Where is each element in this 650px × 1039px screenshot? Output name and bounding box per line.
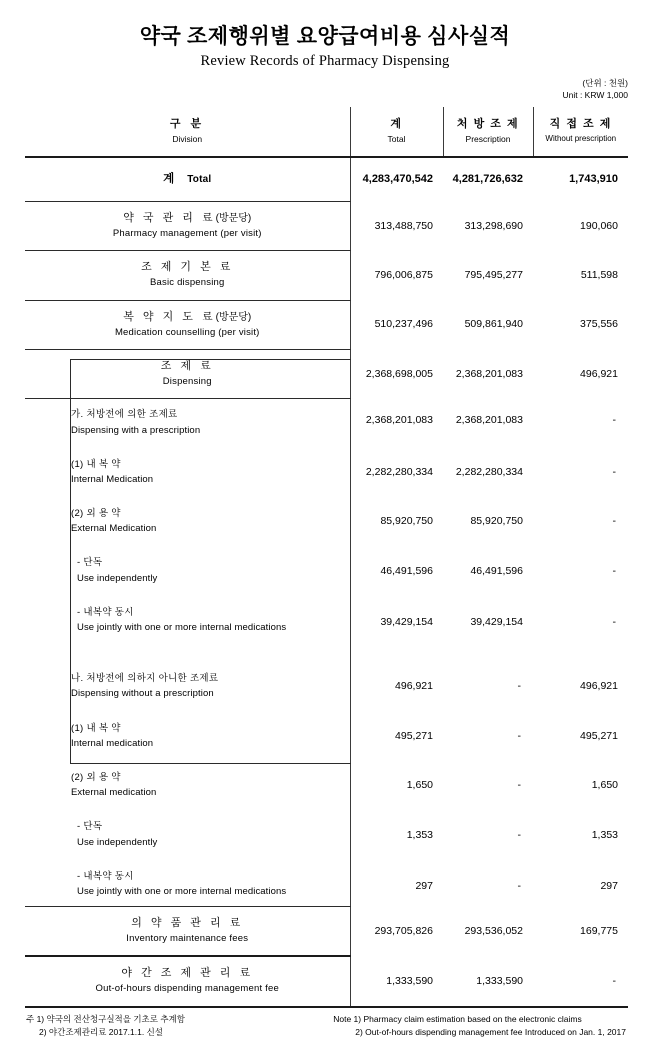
cell-without-prescription: 375,556 bbox=[580, 318, 618, 331]
subrow-text bbox=[25, 816, 350, 852]
subrow-label-en: External Medication bbox=[71, 523, 157, 535]
cell-without-prescription: - bbox=[612, 616, 616, 629]
cell-total: 2,368,698,005 bbox=[365, 367, 433, 380]
header-row bbox=[25, 107, 628, 157]
spacer-cell bbox=[533, 642, 628, 668]
subrow-text bbox=[25, 668, 350, 704]
cell-total: 510,237,496 bbox=[374, 318, 433, 331]
subrow-text bbox=[25, 866, 350, 902]
table-row bbox=[25, 718, 628, 754]
cell-prescription: 85,920,750 bbox=[470, 515, 523, 528]
subrow-label-use-jointly-b bbox=[25, 866, 350, 907]
spacer-cell bbox=[25, 539, 350, 552]
column-header-total bbox=[350, 107, 443, 157]
subrow-label-en: Use jointly with one or more internal medications bbox=[77, 622, 287, 634]
spacer-cell bbox=[25, 853, 350, 866]
subrow-label-external-medication-a bbox=[25, 503, 350, 539]
table-body bbox=[25, 157, 628, 1006]
footnote-korean bbox=[25, 1013, 185, 1039]
subrow-label-internal-medication-b bbox=[25, 718, 350, 754]
cell-prescription: 46,491,596 bbox=[470, 564, 523, 577]
table-row bbox=[25, 767, 628, 803]
spacer-cell bbox=[25, 441, 350, 454]
column-header-without-prescription bbox=[533, 107, 628, 157]
subrow-label-en: Use jointly with one or more internal medications bbox=[77, 885, 287, 897]
subrow-text bbox=[25, 552, 350, 588]
cell-total: 1,353 bbox=[406, 828, 433, 841]
unit-note-english: Unit : KRW 1,000 bbox=[562, 89, 628, 100]
spacer-cell bbox=[350, 642, 443, 668]
subrow-label-ko: - 단독 bbox=[77, 821, 103, 833]
table-row bbox=[25, 157, 628, 201]
cell-total: 495,271 bbox=[395, 729, 433, 742]
spacer-cell bbox=[443, 539, 533, 552]
cell-prescription: 313,298,690 bbox=[464, 219, 523, 232]
spacer-cell bbox=[533, 853, 628, 866]
cell-total: 39,429,154 bbox=[380, 616, 433, 629]
row-label-medication-counselling bbox=[25, 300, 350, 349]
table-container bbox=[25, 107, 628, 1008]
subrow-label-en: Use independently bbox=[77, 572, 158, 584]
column-header-prescription-ko: 처 방 조 제 bbox=[456, 118, 520, 131]
row-spacer bbox=[25, 754, 628, 767]
cell-prescription: - bbox=[517, 729, 521, 742]
subrow-text bbox=[25, 718, 350, 754]
subrow-label-internal-medication-a bbox=[25, 454, 350, 490]
cell-prescription: 509,861,940 bbox=[464, 318, 523, 331]
row-spacer bbox=[25, 589, 628, 602]
table-row bbox=[25, 602, 628, 642]
cell-without-prescription: 495,271 bbox=[580, 729, 618, 742]
table-row bbox=[25, 454, 628, 490]
row-label-ko bbox=[25, 210, 350, 227]
subrow-label-ko: 나. 처방전에 의하지 아니한 조제료 bbox=[71, 673, 219, 685]
cell-total: 46,491,596 bbox=[380, 564, 433, 577]
table-row bbox=[25, 907, 628, 957]
table-row bbox=[25, 202, 628, 251]
row-label-ko: 야 간 조 제 관 리 료 bbox=[121, 967, 254, 980]
spacer-cell bbox=[350, 754, 443, 767]
subrow-label-en: Dispensing without a prescription bbox=[71, 688, 214, 700]
cell-without-prescription: 496,921 bbox=[580, 680, 618, 693]
subrow-label-ko: (1) 내 복 약 bbox=[71, 458, 121, 470]
table-row bbox=[25, 399, 628, 441]
cell-prescription: - bbox=[517, 680, 521, 693]
subrow-text bbox=[25, 404, 350, 440]
subrow-label-ko: - 단독 bbox=[77, 557, 103, 569]
subrow-text bbox=[25, 767, 350, 803]
subrow-text bbox=[25, 602, 350, 638]
spacer-cell bbox=[25, 589, 350, 602]
row-label-en: Dispensing bbox=[162, 376, 212, 388]
subrow-text bbox=[25, 454, 350, 490]
subrow-label-external-medication-b bbox=[25, 767, 350, 803]
spacer-cell bbox=[533, 803, 628, 816]
row-label-ko bbox=[25, 309, 350, 326]
subrow-label-en: External medication bbox=[71, 787, 157, 799]
cell-total: 4,283,470,542 bbox=[362, 173, 433, 186]
spacer-cell bbox=[25, 803, 350, 816]
cell-prescription: - bbox=[517, 828, 521, 841]
cell-total: 85,920,750 bbox=[380, 515, 433, 528]
row-spacer bbox=[25, 539, 628, 552]
spacer-cell bbox=[350, 803, 443, 816]
row-spacer bbox=[25, 705, 628, 718]
cell-prescription: 2,368,201,083 bbox=[455, 413, 523, 426]
spacer-cell bbox=[25, 490, 350, 503]
row-spacer bbox=[25, 441, 628, 454]
cell-without-prescription: 1,353 bbox=[591, 828, 618, 841]
cell-without-prescription: - bbox=[612, 413, 616, 426]
subrow-label-use-jointly-a bbox=[25, 602, 350, 642]
cell-prescription: 293,536,052 bbox=[464, 924, 523, 937]
row-label-ko: 계 bbox=[163, 173, 176, 186]
subrow-label-dispensing-with-prescription bbox=[25, 399, 350, 441]
spacer-cell bbox=[533, 539, 628, 552]
spacer-cell bbox=[25, 705, 350, 718]
document-header bbox=[0, 0, 650, 70]
column-header-division-en: Division bbox=[172, 133, 203, 144]
spacer-cell bbox=[443, 490, 533, 503]
subrow-label-ko: 가. 처방전에 의한 조제료 bbox=[71, 409, 178, 421]
cell-total: 2,282,280,334 bbox=[365, 465, 433, 478]
table-header bbox=[25, 107, 628, 157]
spacer-cell bbox=[350, 441, 443, 454]
column-header-total-ko: 계 bbox=[390, 118, 403, 131]
column-header-total-en: Total bbox=[387, 133, 406, 144]
cell-without-prescription: 190,060 bbox=[580, 219, 618, 232]
column-header-without-en: Without prescription bbox=[545, 133, 617, 143]
row-label-ko: 조 제 료 bbox=[160, 360, 214, 373]
row-label-total bbox=[25, 157, 350, 201]
footnote-english bbox=[333, 1013, 628, 1039]
cell-total: 2,368,201,083 bbox=[365, 413, 433, 426]
spacer-cell bbox=[350, 539, 443, 552]
unit-note-korean: (단위 : 천원) bbox=[582, 78, 628, 89]
cell-prescription: 2,368,201,083 bbox=[455, 367, 523, 380]
cell-total: 796,006,875 bbox=[374, 269, 433, 282]
spacer-cell bbox=[533, 441, 628, 454]
page-title-korean: 약국 조제행위별 요양급여비용 심사실적 bbox=[139, 24, 511, 48]
table-row bbox=[25, 350, 628, 399]
cell-prescription: 39,429,154 bbox=[470, 616, 523, 629]
footnote-en-1: Note 1) Pharmacy claim estimation based on the electronic claims bbox=[333, 1013, 582, 1024]
cell-without-prescription: 169,775 bbox=[580, 924, 618, 937]
spacer-cell bbox=[533, 589, 628, 602]
cell-prescription: - bbox=[517, 880, 521, 893]
spacer-cell bbox=[350, 853, 443, 866]
subrow-label-ko: (1) 내 복 약 bbox=[71, 722, 121, 734]
table-row bbox=[25, 552, 628, 588]
row-label-en: Medication counselling (per visit) bbox=[114, 326, 260, 338]
cell-without-prescription: - bbox=[533, 956, 628, 1006]
cell-without-prescription: 1,743,910 bbox=[569, 173, 618, 186]
subrow-text bbox=[25, 503, 350, 539]
footnote-ko-1: 주 1) 약국의 전산청구실적을 기초로 추계함 bbox=[26, 1013, 185, 1024]
column-header-division bbox=[25, 107, 350, 157]
table-row bbox=[25, 866, 628, 907]
column-header-prescription-en: Prescription bbox=[465, 133, 511, 144]
cell-prescription: 1,333,590 bbox=[443, 956, 533, 1006]
subrow-label-ko: - 내복약 동시 bbox=[77, 606, 134, 618]
row-spacer bbox=[25, 490, 628, 503]
row-label-dispensing bbox=[25, 350, 350, 399]
row-label-inventory-maintenance bbox=[25, 907, 350, 957]
cell-total: 297 bbox=[415, 880, 433, 893]
spacer-cell bbox=[443, 441, 533, 454]
subrow-label-use-independently-b bbox=[25, 816, 350, 852]
table-row bbox=[25, 503, 628, 539]
spacer-cell bbox=[443, 853, 533, 866]
cell-total: 496,921 bbox=[395, 680, 433, 693]
pharmacy-dispensing-table bbox=[25, 107, 628, 1008]
row-label-ko-suffix: (방문당) bbox=[215, 213, 252, 225]
spacer-cell bbox=[533, 705, 628, 718]
table-row bbox=[25, 668, 628, 704]
row-label-pharmacy-management bbox=[25, 202, 350, 251]
cell-without-prescription: 297 bbox=[600, 880, 618, 893]
subrow-label-ko: (2) 외 용 약 bbox=[71, 508, 121, 520]
cell-total: 293,705,826 bbox=[374, 924, 433, 937]
row-label-en: Out-of-hours dispending management fee bbox=[95, 983, 279, 995]
cell-without-prescription: - bbox=[612, 465, 616, 478]
unit-note bbox=[0, 78, 650, 101]
cell-without-prescription: - bbox=[612, 564, 616, 577]
row-label-en: Total bbox=[187, 174, 212, 186]
subrow-label-ko: (2) 외 용 약 bbox=[71, 771, 121, 783]
spacer-cell bbox=[443, 803, 533, 816]
cell-prescription: 2,282,280,334 bbox=[455, 465, 523, 478]
column-header-without-ko: 직 접 조 제 bbox=[549, 118, 612, 131]
table-row bbox=[25, 956, 628, 1006]
cell-without-prescription: 1,650 bbox=[591, 779, 618, 792]
spacer-cell bbox=[533, 490, 628, 503]
subrow-label-use-independently-a bbox=[25, 552, 350, 588]
spacer-cell bbox=[443, 754, 533, 767]
subrow-label-ko: - 내복약 동시 bbox=[77, 870, 134, 882]
footnote-en-2: 2) Out-of-hours dispending management fee Introduced on Jan. 1, 2017 bbox=[355, 1026, 626, 1037]
row-label-ko: 조 제 기 본 료 bbox=[141, 261, 234, 274]
cell-prescription: 4,281,726,632 bbox=[452, 173, 523, 186]
spacer-cell bbox=[443, 705, 533, 718]
spacer-cell bbox=[25, 754, 350, 767]
cell-prescription: 795,495,277 bbox=[464, 269, 523, 282]
cell-total: 313,488,750 bbox=[374, 219, 433, 232]
row-label-en: Inventory maintenance fees bbox=[126, 933, 249, 945]
row-label-basic-dispensing bbox=[25, 251, 350, 300]
row-label-en: Basic dispensing bbox=[150, 277, 225, 289]
spacer-cell bbox=[25, 642, 350, 668]
row-label-ko-suffix: (방문당) bbox=[215, 311, 252, 323]
cell-without-prescription: 496,921 bbox=[580, 367, 618, 380]
spacer-cell bbox=[350, 490, 443, 503]
row-label-en: Pharmacy management (per visit) bbox=[112, 228, 262, 240]
column-header-division-ko: 구 분 bbox=[169, 118, 205, 131]
spacer-cell bbox=[443, 642, 533, 668]
spacer-cell bbox=[443, 589, 533, 602]
page-title-english: Review Records of Pharmacy Dispensing bbox=[200, 53, 450, 70]
subrow-label-en: Dispensing with a prescription bbox=[71, 424, 201, 436]
spacer-cell bbox=[350, 705, 443, 718]
footnote-ko-2: 2) 야간조제관리료 2017.1.1. 신설 bbox=[39, 1026, 163, 1037]
cell-without-prescription: 511,598 bbox=[580, 269, 618, 282]
subrow-label-en: Internal medication bbox=[71, 737, 154, 749]
row-label-ko: 의 약 품 관 리 료 bbox=[131, 917, 244, 930]
row-spacer bbox=[25, 853, 628, 866]
table-row bbox=[25, 816, 628, 852]
subrow-label-dispensing-without-prescription bbox=[25, 668, 350, 704]
row-label-ko-main: 약 국 관 리 료 bbox=[123, 212, 216, 225]
row-spacer bbox=[25, 642, 628, 668]
column-header-prescription bbox=[443, 107, 533, 157]
cell-total: 1,333,590 bbox=[350, 956, 443, 1006]
footnotes bbox=[25, 1013, 628, 1039]
row-spacer bbox=[25, 803, 628, 816]
spacer-cell bbox=[533, 754, 628, 767]
table-row bbox=[25, 251, 628, 300]
table-row bbox=[25, 300, 628, 349]
cell-total: 1,650 bbox=[406, 779, 433, 792]
subrow-label-en: Use independently bbox=[77, 836, 158, 848]
subrow-label-en: Internal Medication bbox=[71, 473, 154, 485]
cell-without-prescription: - bbox=[612, 515, 616, 528]
cell-prescription: - bbox=[517, 779, 521, 792]
row-label-out-of-hours-fee bbox=[25, 956, 350, 1006]
row-label-ko-main: 복 약 지 도 료 bbox=[123, 310, 216, 323]
spacer-cell bbox=[350, 589, 443, 602]
